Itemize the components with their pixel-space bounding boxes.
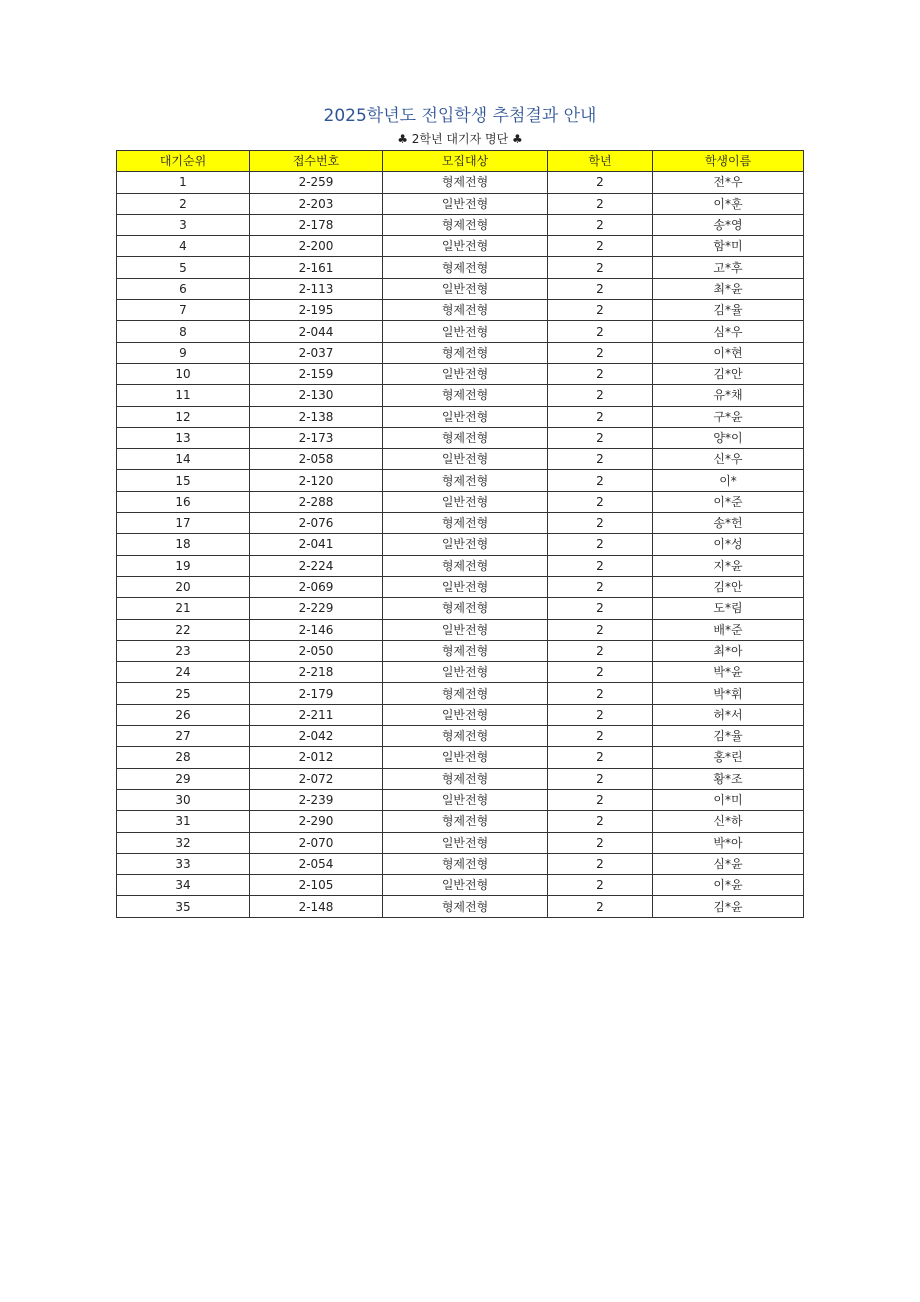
cell-grade: 2: [548, 534, 653, 555]
table-row: [117, 278, 804, 299]
table-row: [117, 853, 804, 874]
cell-student-name: 전*우: [653, 172, 804, 193]
cell-admission-type: 형제전형: [383, 214, 548, 235]
table-row: [117, 193, 804, 214]
cell-grade: 2: [548, 321, 653, 342]
cell-student-name: 배*준: [653, 619, 804, 640]
table-row: [117, 747, 804, 768]
cell-rank: 9: [117, 342, 250, 363]
cell-admission-type: 일반전형: [383, 704, 548, 725]
cell-student-name: 구*윤: [653, 406, 804, 427]
cell-student-name: 신*우: [653, 449, 804, 470]
cell-grade: 2: [548, 747, 653, 768]
cell-student-name: 박*윤: [653, 662, 804, 683]
table-row: [117, 342, 804, 363]
table-row: [117, 491, 804, 512]
cell-rank: 11: [117, 385, 250, 406]
cell-student-name: 이*미: [653, 789, 804, 810]
cell-rank: 17: [117, 513, 250, 534]
cell-grade: 2: [548, 704, 653, 725]
cell-receipt-number: 2-195: [250, 300, 383, 321]
cell-admission-type: 형제전형: [383, 513, 548, 534]
cell-grade: 2: [548, 172, 653, 193]
table-row: [117, 896, 804, 917]
cell-admission-type: 일반전형: [383, 789, 548, 810]
cell-grade: 2: [548, 875, 653, 896]
cell-rank: 5: [117, 257, 250, 278]
table-row: [117, 704, 804, 725]
table-row: [117, 214, 804, 235]
cell-student-name: 이*: [653, 470, 804, 491]
cell-receipt-number: 2-224: [250, 555, 383, 576]
cell-admission-type: 일반전형: [383, 534, 548, 555]
cell-receipt-number: 2-178: [250, 214, 383, 235]
table-row: [117, 470, 804, 491]
cell-student-name: 함*미: [653, 236, 804, 257]
table-row: [117, 406, 804, 427]
cell-rank: 21: [117, 598, 250, 619]
cell-student-name: 심*윤: [653, 853, 804, 874]
cell-receipt-number: 2-288: [250, 491, 383, 512]
cell-grade: 2: [548, 491, 653, 512]
cell-receipt-number: 2-050: [250, 640, 383, 661]
cell-admission-type: 일반전형: [383, 321, 548, 342]
cell-student-name: 이*윤: [653, 875, 804, 896]
cell-grade: 2: [548, 342, 653, 363]
page-subtitle: ♣ 2학년 대기자 명단 ♣: [397, 132, 523, 146]
cell-receipt-number: 2-138: [250, 406, 383, 427]
cell-rank: 26: [117, 704, 250, 725]
cell-receipt-number: 2-148: [250, 896, 383, 917]
cell-rank: 34: [117, 875, 250, 896]
cell-student-name: 박*휘: [653, 683, 804, 704]
cell-admission-type: 일반전형: [383, 193, 548, 214]
cell-admission-type: 일반전형: [383, 747, 548, 768]
cell-grade: 2: [548, 470, 653, 491]
cell-rank: 32: [117, 832, 250, 853]
cell-rank: 24: [117, 662, 250, 683]
cell-rank: 13: [117, 427, 250, 448]
cell-grade: 2: [548, 726, 653, 747]
cell-student-name: 홍*린: [653, 747, 804, 768]
cell-receipt-number: 2-072: [250, 768, 383, 789]
table-row: [117, 811, 804, 832]
cell-receipt-number: 2-070: [250, 832, 383, 853]
table-row: [117, 236, 804, 257]
cell-admission-type: 형제전형: [383, 172, 548, 193]
table-row: [117, 449, 804, 470]
cell-receipt-number: 2-218: [250, 662, 383, 683]
cell-admission-type: 일반전형: [383, 406, 548, 427]
cell-rank: 22: [117, 619, 250, 640]
table-header-row: [117, 151, 804, 172]
cell-student-name: 최*아: [653, 640, 804, 661]
header-student-name: 학생이름: [653, 151, 804, 172]
table-row: [117, 363, 804, 384]
cell-rank: 18: [117, 534, 250, 555]
cell-receipt-number: 2-012: [250, 747, 383, 768]
cell-receipt-number: 2-173: [250, 427, 383, 448]
cell-admission-type: 형제전형: [383, 385, 548, 406]
cell-admission-type: 형제전형: [383, 342, 548, 363]
cell-receipt-number: 2-290: [250, 811, 383, 832]
table-row: [117, 789, 804, 810]
cell-grade: 2: [548, 853, 653, 874]
cell-grade: 2: [548, 214, 653, 235]
cell-receipt-number: 2-130: [250, 385, 383, 406]
cell-receipt-number: 2-229: [250, 598, 383, 619]
cell-rank: 16: [117, 491, 250, 512]
cell-admission-type: 형제전형: [383, 726, 548, 747]
table-row: [117, 598, 804, 619]
header-rank: 대기순위: [117, 151, 250, 172]
cell-admission-type: 형제전형: [383, 427, 548, 448]
cell-rank: 4: [117, 236, 250, 257]
cell-rank: 27: [117, 726, 250, 747]
table-row: [117, 726, 804, 747]
cell-rank: 29: [117, 768, 250, 789]
cell-admission-type: 일반전형: [383, 662, 548, 683]
cell-student-name: 고*후: [653, 257, 804, 278]
cell-rank: 28: [117, 747, 250, 768]
cell-grade: 2: [548, 789, 653, 810]
cell-grade: 2: [548, 363, 653, 384]
cell-student-name: 김*율: [653, 300, 804, 321]
cell-admission-type: 일반전형: [383, 875, 548, 896]
cell-admission-type: 일반전형: [383, 832, 548, 853]
cell-rank: 33: [117, 853, 250, 874]
table-row: [117, 172, 804, 193]
cell-grade: 2: [548, 768, 653, 789]
table-row: [117, 300, 804, 321]
cell-rank: 8: [117, 321, 250, 342]
cell-student-name: 송*헌: [653, 513, 804, 534]
cell-grade: 2: [548, 385, 653, 406]
cell-grade: 2: [548, 300, 653, 321]
cell-receipt-number: 2-042: [250, 726, 383, 747]
cell-rank: 6: [117, 278, 250, 299]
cell-student-name: 신*하: [653, 811, 804, 832]
cell-receipt-number: 2-069: [250, 576, 383, 597]
cell-receipt-number: 2-203: [250, 193, 383, 214]
cell-rank: 12: [117, 406, 250, 427]
cell-student-name: 박*아: [653, 832, 804, 853]
cell-rank: 31: [117, 811, 250, 832]
cell-receipt-number: 2-259: [250, 172, 383, 193]
cell-grade: 2: [548, 576, 653, 597]
cell-student-name: 허*서: [653, 704, 804, 725]
cell-grade: 2: [548, 598, 653, 619]
cell-grade: 2: [548, 811, 653, 832]
cell-student-name: 이*준: [653, 491, 804, 512]
cell-rank: 14: [117, 449, 250, 470]
table-row: [117, 385, 804, 406]
table-row: [117, 640, 804, 661]
table-row: [117, 555, 804, 576]
cell-student-name: 이*훈: [653, 193, 804, 214]
cell-grade: 2: [548, 406, 653, 427]
cell-student-name: 김*윤: [653, 896, 804, 917]
cell-grade: 2: [548, 662, 653, 683]
cell-admission-type: 일반전형: [383, 619, 548, 640]
cell-admission-type: 형제전형: [383, 768, 548, 789]
table-row: [117, 832, 804, 853]
table-row: [117, 321, 804, 342]
cell-grade: 2: [548, 449, 653, 470]
header-grade: 학년: [548, 151, 653, 172]
cell-receipt-number: 2-239: [250, 789, 383, 810]
cell-receipt-number: 2-161: [250, 257, 383, 278]
cell-student-name: 이*성: [653, 534, 804, 555]
cell-student-name: 양*이: [653, 427, 804, 448]
cell-receipt-number: 2-179: [250, 683, 383, 704]
cell-admission-type: 일반전형: [383, 278, 548, 299]
table-row: [117, 427, 804, 448]
cell-grade: 2: [548, 896, 653, 917]
cell-rank: 20: [117, 576, 250, 597]
table-row: [117, 875, 804, 896]
cell-grade: 2: [548, 513, 653, 534]
cell-grade: 2: [548, 832, 653, 853]
cell-student-name: 황*조: [653, 768, 804, 789]
cell-student-name: 유*채: [653, 385, 804, 406]
cell-receipt-number: 2-200: [250, 236, 383, 257]
header-receipt-number: 접수번호: [250, 151, 383, 172]
cell-grade: 2: [548, 236, 653, 257]
cell-grade: 2: [548, 683, 653, 704]
cell-student-name: 이*현: [653, 342, 804, 363]
waitlist-table: [116, 150, 804, 918]
cell-admission-type: 일반전형: [383, 576, 548, 597]
cell-rank: 7: [117, 300, 250, 321]
cell-admission-type: 형제전형: [383, 896, 548, 917]
cell-student-name: 도*림: [653, 598, 804, 619]
cell-receipt-number: 2-159: [250, 363, 383, 384]
cell-grade: 2: [548, 619, 653, 640]
cell-receipt-number: 2-076: [250, 513, 383, 534]
cell-student-name: 김*안: [653, 576, 804, 597]
cell-rank: 3: [117, 214, 250, 235]
cell-rank: 2: [117, 193, 250, 214]
cell-grade: 2: [548, 555, 653, 576]
cell-grade: 2: [548, 640, 653, 661]
cell-admission-type: 형제전형: [383, 470, 548, 491]
table-row: [117, 513, 804, 534]
cell-grade: 2: [548, 257, 653, 278]
table-body: [117, 172, 804, 917]
cell-student-name: 김*안: [653, 363, 804, 384]
cell-receipt-number: 2-120: [250, 470, 383, 491]
cell-admission-type: 형제전형: [383, 257, 548, 278]
table-row: [117, 534, 804, 555]
cell-receipt-number: 2-113: [250, 278, 383, 299]
cell-rank: 23: [117, 640, 250, 661]
cell-admission-type: 형제전형: [383, 555, 548, 576]
cell-grade: 2: [548, 193, 653, 214]
table-row: [117, 768, 804, 789]
cell-student-name: 최*윤: [653, 278, 804, 299]
page-title: 2025학년도 전입학생 추첨결과 안내: [323, 106, 597, 126]
table-row: [117, 683, 804, 704]
cell-rank: 19: [117, 555, 250, 576]
cell-rank: 35: [117, 896, 250, 917]
cell-grade: 2: [548, 278, 653, 299]
cell-admission-type: 형제전형: [383, 811, 548, 832]
cell-receipt-number: 2-146: [250, 619, 383, 640]
cell-receipt-number: 2-058: [250, 449, 383, 470]
cell-rank: 10: [117, 363, 250, 384]
cell-receipt-number: 2-041: [250, 534, 383, 555]
cell-rank: 30: [117, 789, 250, 810]
cell-student-name: 심*우: [653, 321, 804, 342]
cell-admission-type: 일반전형: [383, 363, 548, 384]
cell-rank: 15: [117, 470, 250, 491]
cell-admission-type: 형제전형: [383, 683, 548, 704]
cell-admission-type: 형제전형: [383, 598, 548, 619]
cell-rank: 1: [117, 172, 250, 193]
cell-admission-type: 형제전형: [383, 853, 548, 874]
cell-rank: 25: [117, 683, 250, 704]
cell-student-name: 지*윤: [653, 555, 804, 576]
cell-receipt-number: 2-037: [250, 342, 383, 363]
cell-receipt-number: 2-044: [250, 321, 383, 342]
cell-admission-type: 형제전형: [383, 300, 548, 321]
table-row: [117, 576, 804, 597]
cell-student-name: 송*영: [653, 214, 804, 235]
cell-admission-type: 일반전형: [383, 449, 548, 470]
table-row: [117, 619, 804, 640]
cell-admission-type: 형제전형: [383, 640, 548, 661]
table-row: [117, 257, 804, 278]
cell-grade: 2: [548, 427, 653, 448]
cell-admission-type: 일반전형: [383, 491, 548, 512]
cell-receipt-number: 2-105: [250, 875, 383, 896]
cell-receipt-number: 2-211: [250, 704, 383, 725]
cell-student-name: 김*율: [653, 726, 804, 747]
cell-admission-type: 일반전형: [383, 236, 548, 257]
header-admission-type: 모집대상: [383, 151, 548, 172]
table-row: [117, 662, 804, 683]
cell-receipt-number: 2-054: [250, 853, 383, 874]
